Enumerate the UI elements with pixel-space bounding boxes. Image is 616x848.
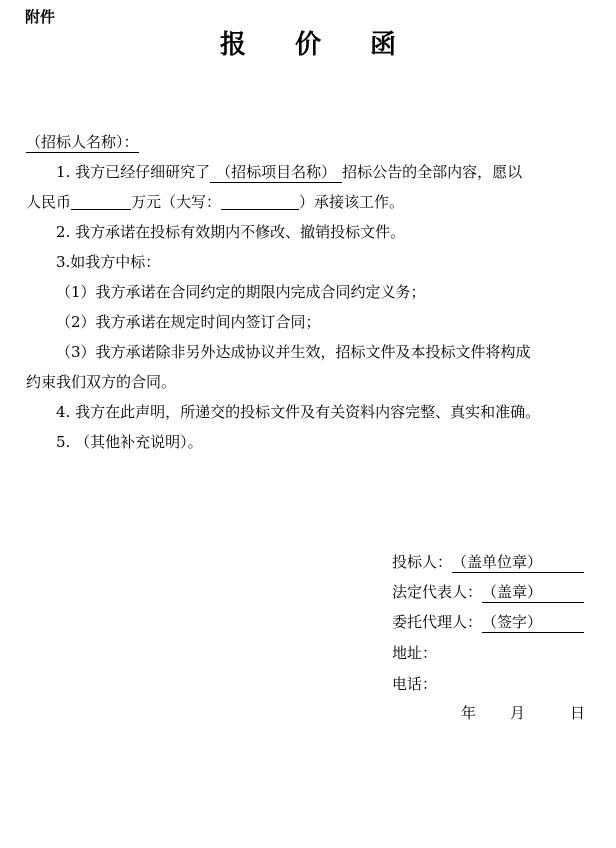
legal-rep-seal: （盖章） [482, 582, 584, 603]
item-3-3-line-1: （3）我方承诺除非另外达成协议并生效，招标文件及本投标文件将构成 [56, 343, 531, 361]
item-1-line-1: 1. 我方已经仔细研究了 （招标项目名称） 招标公告的全部内容，愿以 [56, 163, 523, 181]
item-4: 4. 我方在此声明，所递交的投标文件及有关资料内容完整、真实和准确。 [56, 403, 541, 421]
item-1-line-2: 人民币 万元（大写： ）承接该工作。 [26, 193, 405, 211]
document-title: 报 价 函 [219, 30, 417, 60]
bidder-line: 投标人：（盖单位章） [392, 552, 584, 573]
agent-signature: （签字） [482, 612, 584, 633]
amount-blank [71, 193, 131, 210]
item-2: 2. 我方承诺在投标有效期内不修改、撤销投标文件。 [56, 223, 406, 241]
date-day: 日 [570, 704, 586, 722]
project-name: （招标项目名称） [210, 163, 342, 183]
item-3-3-line-2: 约束我们双方的合同。 [26, 373, 177, 391]
attachment-label: 附件 [25, 8, 56, 26]
address-label: 地址： [392, 644, 438, 662]
item-3-2: （2）我方承诺在规定时间内签订合同； [56, 313, 321, 331]
item-3-1: （1）我方承诺在合同约定的期限内完成合同约定义务； [56, 283, 426, 301]
item-3: 3.如我方中标： [56, 253, 161, 271]
phone-label: 电话： [392, 675, 438, 693]
item-5: 5. （其他补充说明）。 [56, 433, 203, 451]
recipient-line [26, 132, 139, 153]
recipient-name: （招标人名称）： [26, 133, 139, 151]
bidder-seal: （盖单位章） [452, 552, 584, 573]
agent-line: 委托代理人：（签字） [392, 612, 584, 633]
legal-rep-line: 法定代表人：（盖章） [392, 582, 584, 603]
date-year: 年 [461, 704, 477, 722]
date-month: 月 [510, 704, 526, 722]
amount-words-blank [221, 193, 299, 210]
